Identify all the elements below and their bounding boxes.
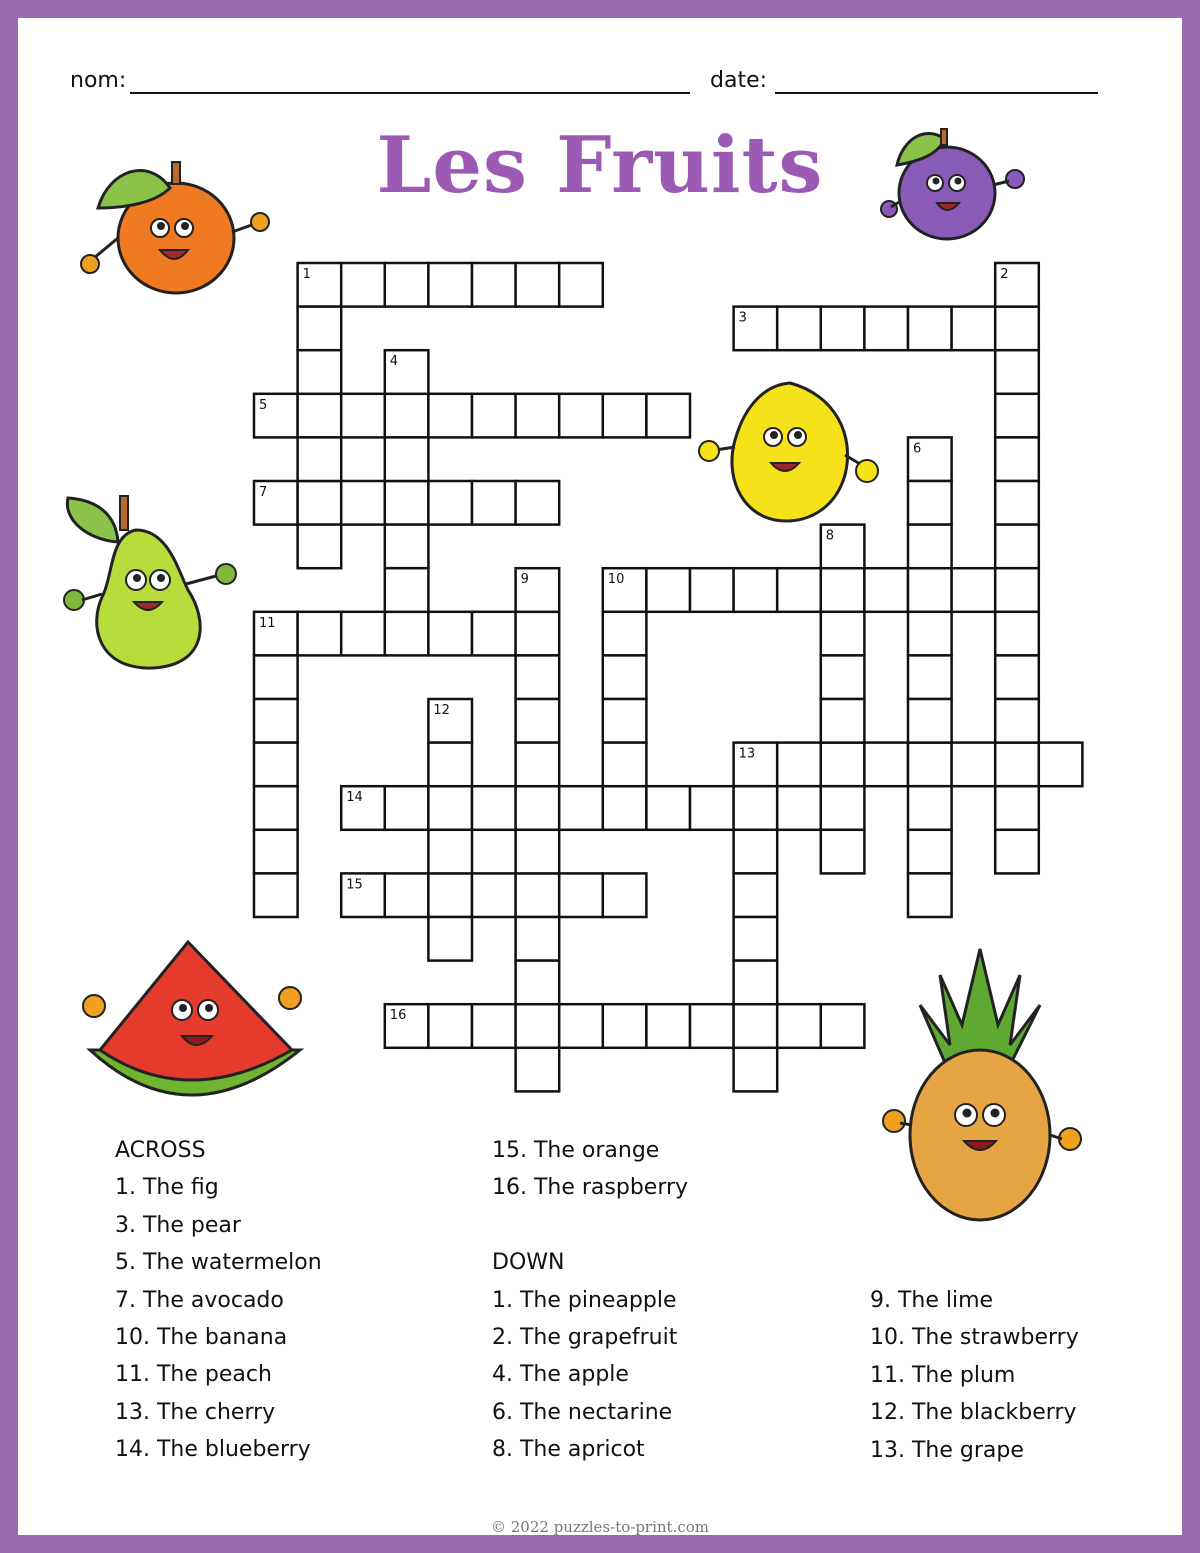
crossword-cell[interactable]: [995, 699, 1039, 743]
clue-number: 8: [825, 528, 835, 544]
crossword-cell[interactable]: [254, 655, 298, 699]
crossword-cell[interactable]: [995, 437, 1039, 481]
crossword-cell[interactable]: [385, 873, 429, 917]
crossword-cell[interactable]: [428, 743, 472, 787]
crossword-cell[interactable]: [690, 568, 734, 612]
clue-across: 15. The orange: [492, 1138, 660, 1163]
crossword-cell[interactable]: [298, 437, 342, 481]
plum-icon: [875, 125, 1035, 250]
clue-down: 6. The nectarine: [492, 1399, 673, 1425]
crossword-cell[interactable]: [385, 568, 429, 612]
crossword-cell[interactable]: [646, 394, 690, 438]
crossword-cell[interactable]: [995, 786, 1039, 830]
crossword-cell[interactable]: [908, 525, 952, 569]
page-title: Les Fruits: [376, 120, 824, 211]
crossword-cell[interactable]: [908, 873, 952, 917]
clue-number: 5: [259, 397, 268, 413]
crossword-cell[interactable]: [516, 743, 560, 787]
crossword-cell[interactable]: [603, 1004, 647, 1048]
clue-across: 3. The pear: [115, 1212, 241, 1238]
crossword-cell[interactable]: [428, 263, 472, 307]
crossword-cell[interactable]: [254, 786, 298, 830]
crossword-cell[interactable]: [908, 786, 952, 830]
crossword-cell[interactable]: [472, 612, 516, 656]
crossword-cell[interactable]: [821, 1004, 865, 1048]
crossword-cell[interactable]: [516, 786, 560, 830]
crossword-cell[interactable]: [821, 699, 865, 743]
clue-down: 12. The blackberry: [870, 1400, 1077, 1426]
crossword-cell[interactable]: [559, 1004, 603, 1048]
crossword-cell[interactable]: [734, 1048, 778, 1092]
name-label: nom:: [70, 68, 127, 93]
crossword-cell[interactable]: [734, 873, 778, 917]
pineapple-icon: [880, 945, 1085, 1230]
crossword-cell[interactable]: [908, 655, 952, 699]
crossword-cell[interactable]: [908, 699, 952, 743]
crossword-cell[interactable]: [603, 743, 647, 787]
down-heading: DOWN: [492, 1250, 565, 1276]
clue-across: 5. The watermelon: [115, 1250, 322, 1276]
clue-down: 4. The apple: [492, 1362, 629, 1388]
crossword-cell[interactable]: [516, 394, 560, 438]
crossword-cell[interactable]: [298, 481, 342, 525]
clue-across: 14. The blueberry: [115, 1437, 311, 1463]
crossword-cell[interactable]: [821, 830, 865, 874]
clue-across: 7. The avocado: [115, 1287, 284, 1313]
crossword-cell[interactable]: [734, 830, 778, 874]
crossword-cell[interactable]: [995, 830, 1039, 874]
crossword-cell[interactable]: [516, 961, 560, 1005]
crossword-cell[interactable]: [254, 830, 298, 874]
crossword-cell[interactable]: [516, 263, 560, 307]
crossword-cell[interactable]: [428, 394, 472, 438]
clue-across: 11. The peach: [115, 1362, 272, 1388]
clue-down: 2. The grapefruit: [492, 1325, 678, 1351]
crossword-cell[interactable]: [734, 786, 778, 830]
crossword-cell[interactable]: [777, 786, 821, 830]
crossword-cell[interactable]: [516, 655, 560, 699]
clue-number: 13: [738, 746, 756, 762]
clue-across: 1. The fig: [115, 1175, 219, 1201]
crossword-cell[interactable]: [734, 917, 778, 961]
crossword-cell[interactable]: [254, 743, 298, 787]
clue-number: 10: [607, 572, 625, 588]
crossword-cell[interactable]: [298, 394, 342, 438]
crossword-cell[interactable]: [864, 307, 908, 351]
crossword-cell[interactable]: [952, 568, 996, 612]
crossword-cell[interactable]: [734, 1004, 778, 1048]
crossword-cell[interactable]: [254, 699, 298, 743]
crossword-cell[interactable]: [428, 873, 472, 917]
crossword-cell[interactable]: [472, 481, 516, 525]
crossword-cell[interactable]: [298, 350, 342, 394]
crossword-cell[interactable]: [516, 699, 560, 743]
crossword-cell[interactable]: [298, 307, 342, 351]
crossword-cell[interactable]: [952, 307, 996, 351]
clue-across: 10. The banana: [115, 1325, 288, 1351]
crossword-cell[interactable]: [516, 1048, 560, 1092]
crossword-cell[interactable]: [298, 525, 342, 569]
crossword-cell[interactable]: [995, 350, 1039, 394]
crossword-cell[interactable]: [995, 525, 1039, 569]
clue-across: 13. The cherry: [115, 1399, 276, 1425]
pear-icon: [58, 490, 243, 675]
clue-down: 9. The lime: [870, 1288, 994, 1313]
crossword-cell[interactable]: [777, 307, 821, 351]
crossword-cell[interactable]: [428, 830, 472, 874]
crossword-cell[interactable]: [603, 394, 647, 438]
crossword-cell[interactable]: [995, 655, 1039, 699]
crossword-cell[interactable]: [472, 263, 516, 307]
crossword-cell[interactable]: [864, 568, 908, 612]
crossword-cell[interactable]: [385, 263, 429, 307]
crossword-cell[interactable]: [516, 830, 560, 874]
crossword-cell[interactable]: [341, 612, 385, 656]
crossword-cell[interactable]: [646, 786, 690, 830]
crossword-cell[interactable]: [995, 568, 1039, 612]
clue-down: 8. The apricot: [492, 1437, 645, 1463]
crossword-cell[interactable]: [734, 961, 778, 1005]
crossword-cell[interactable]: [821, 743, 865, 787]
crossword-cell[interactable]: [995, 307, 1039, 351]
crossword-cell[interactable]: [995, 743, 1039, 787]
crossword-cell[interactable]: [516, 873, 560, 917]
crossword-cell[interactable]: [516, 917, 560, 961]
crossword-cell[interactable]: [734, 568, 778, 612]
lemon-icon: [695, 375, 885, 525]
date-label: date:: [710, 68, 768, 93]
crossword-cell[interactable]: [298, 612, 342, 656]
clue-number: 12: [433, 703, 450, 718]
crossword-cell[interactable]: [908, 481, 952, 525]
crossword-cell[interactable]: [821, 655, 865, 699]
clue-number: 9: [520, 572, 529, 588]
crossword-cell[interactable]: [603, 786, 647, 830]
crossword-cell[interactable]: [908, 568, 952, 612]
crossword-cell[interactable]: [428, 481, 472, 525]
crossword-cell[interactable]: [908, 307, 952, 351]
clue-down: 10. The strawberry: [870, 1325, 1079, 1351]
crossword-cell[interactable]: [428, 612, 472, 656]
crossword-cell[interactable]: [952, 743, 996, 787]
crossword-cell[interactable]: [385, 612, 429, 656]
across-heading: ACROSS: [115, 1138, 206, 1163]
clue-number: 4: [389, 354, 399, 370]
crossword-cell[interactable]: [385, 786, 429, 830]
crossword-cell[interactable]: [559, 263, 603, 307]
crossword-cell[interactable]: [821, 568, 865, 612]
crossword-cell[interactable]: [472, 786, 516, 830]
crossword-cell[interactable]: [821, 786, 865, 830]
crossword-cell[interactable]: [428, 917, 472, 961]
crossword-cell[interactable]: [516, 1004, 560, 1048]
clue-across: 16. The raspberry: [492, 1175, 689, 1201]
copyright-footer: © 2022 puzzles-to-print.com: [490, 1518, 710, 1536]
clue-down: 13. The grape: [870, 1437, 1024, 1463]
clue-number: 3: [738, 310, 747, 326]
crossword-cell[interactable]: [995, 612, 1039, 656]
crossword-cell[interactable]: [777, 1004, 821, 1048]
clue-down: 1. The pineapple: [492, 1287, 677, 1313]
crossword-cell[interactable]: [603, 655, 647, 699]
crossword-cell[interactable]: [385, 525, 429, 569]
crossword-cell[interactable]: [428, 786, 472, 830]
crossword-cell[interactable]: [995, 394, 1039, 438]
crossword-cell[interactable]: [777, 568, 821, 612]
clue-down: 11. The plum: [870, 1362, 1016, 1388]
clue-number: 15: [346, 877, 363, 893]
crossword-cell[interactable]: [559, 786, 603, 830]
crossword-cell[interactable]: [472, 394, 516, 438]
crossword-cell[interactable]: [908, 612, 952, 656]
crossword-cell[interactable]: [385, 481, 429, 525]
crossword-cell[interactable]: [908, 743, 952, 787]
crossword-cell[interactable]: [341, 394, 385, 438]
crossword-cell[interactable]: [1039, 743, 1083, 787]
orange-icon: [80, 148, 270, 298]
down-clues-continued: [870, 1282, 1079, 1469]
across-clues-continued: [492, 1132, 688, 1469]
crossword-cell[interactable]: [646, 1004, 690, 1048]
across-clues: [115, 1132, 322, 1469]
watermelon-icon: [78, 940, 308, 1115]
crossword-cell[interactable]: [821, 307, 865, 351]
crossword-cell[interactable]: [995, 481, 1039, 525]
crossword-cell[interactable]: [777, 743, 821, 787]
crossword-cell[interactable]: [341, 481, 385, 525]
crossword-cell[interactable]: [646, 568, 690, 612]
clue-number: 1: [302, 267, 311, 282]
crossword-cell[interactable]: [603, 612, 647, 656]
crossword-cell[interactable]: [864, 743, 908, 787]
crossword-cell[interactable]: [516, 612, 560, 656]
crossword-cell[interactable]: [385, 437, 429, 481]
crossword-cell[interactable]: [428, 1004, 472, 1048]
crossword-cell[interactable]: [385, 394, 429, 438]
clue-number: 6: [913, 441, 922, 457]
crossword-cell[interactable]: [559, 394, 603, 438]
clue-number: 2: [1000, 267, 1009, 282]
crossword-cell[interactable]: [341, 263, 385, 307]
crossword-cell[interactable]: [690, 786, 734, 830]
crossword-cell[interactable]: [254, 873, 298, 917]
clue-number: 14: [346, 790, 363, 806]
crossword-cell[interactable]: [472, 1004, 516, 1048]
crossword-cell[interactable]: [472, 873, 516, 917]
crossword-cell[interactable]: [516, 481, 560, 525]
clue-number: 7: [259, 485, 268, 500]
crossword-cell[interactable]: [559, 873, 603, 917]
clue-number: 16: [389, 1008, 407, 1024]
crossword-cell[interactable]: [821, 612, 865, 656]
clue-number: 11: [259, 615, 276, 631]
crossword-cell[interactable]: [603, 873, 647, 917]
crossword-cell[interactable]: [603, 699, 647, 743]
crossword-cell[interactable]: [690, 1004, 734, 1048]
crossword-cell[interactable]: [908, 830, 952, 874]
